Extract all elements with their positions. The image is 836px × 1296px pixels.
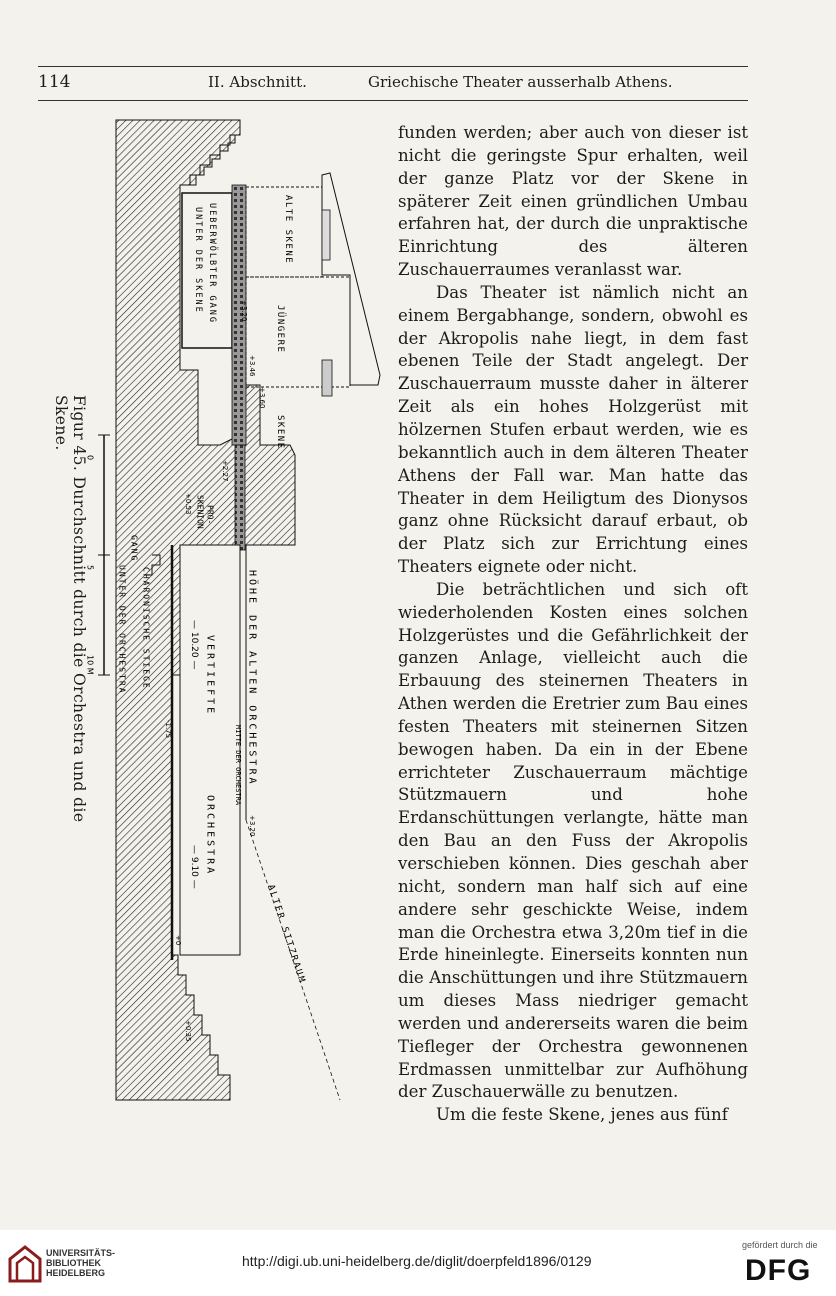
permalink[interactable]: http://digi.ub.uni-heidelberg.de/diglit/doerpfeld1896/0129 bbox=[242, 1253, 592, 1269]
funding-note: gefördert durch die bbox=[742, 1240, 818, 1250]
juengere-skene bbox=[246, 277, 350, 387]
header-rule-top bbox=[38, 66, 748, 67]
elevation-label: +3.20 bbox=[240, 300, 248, 322]
library-logo-icon bbox=[8, 1245, 42, 1283]
sitzraum-label: ALTER SITZRAUM bbox=[265, 883, 307, 986]
footer bbox=[0, 1230, 836, 1296]
elevation-label: +2.27 bbox=[221, 460, 229, 482]
column bbox=[322, 210, 330, 260]
alte-skene-label: ALTE SKENE bbox=[283, 195, 293, 265]
skene-label: SKENE bbox=[275, 415, 285, 450]
library-name: UNIVERSITÄTS- BIBLIOTHEK HEIDELBERG bbox=[46, 1248, 116, 1278]
elevation-label: +3.60 bbox=[258, 387, 266, 409]
section-title: II. Abschnitt. bbox=[208, 73, 307, 91]
juengere-label: JÜNGERE bbox=[275, 305, 285, 354]
roof bbox=[322, 173, 380, 385]
dimension-label: — 10.20 — bbox=[189, 620, 199, 670]
header-rule-bottom bbox=[38, 100, 748, 101]
column bbox=[322, 360, 332, 396]
paragraph: Um die feste Skene, jenes aus fünf bbox=[436, 1105, 728, 1125]
proskenion-label-a: PRO- bbox=[205, 505, 215, 525]
chapter-title: Griechische Theater ausserhalb Athens. bbox=[368, 73, 673, 91]
dfg-logo: DFG bbox=[745, 1254, 812, 1287]
scale-bar bbox=[86, 435, 111, 675]
stone-wall-lower bbox=[235, 445, 245, 550]
orchestra-label: ORCHESTRA bbox=[204, 795, 216, 877]
gang-label-a: GANG bbox=[129, 535, 139, 563]
figure-caption: Figur 45. Durchschnitt durch die Orchestra und die Skene. bbox=[52, 395, 88, 823]
proskenion-label-b: SKENION bbox=[195, 495, 205, 529]
dimension-label: — 9.10 — bbox=[189, 845, 199, 889]
paragraph: Das Theater ist nämlich nicht an einem Bergabhange, sondern, obwohl es der Akropolis nahe liegt, in dem fast ebenen Teile der Stadt angelegt. Der Zuschauerraum musste daher in älterer Zeit als ein hohes Holzgerüst mit hölzernen Stufen erbaut werden, wie es bekanntlich auch in dem älteren Theater Athens der Fall war. Man hatte das Theater in dem Heiligtum des Dionysos ganz ohne Rücksicht darauf erbaut, ob der Platz sich zur Errichtung eines Theaters eignete oder nicht. bbox=[398, 282, 748, 577]
passage-label-b: UNTER DER SKENE bbox=[193, 207, 203, 314]
body-text bbox=[398, 122, 748, 1127]
scale-tick: 5 bbox=[85, 565, 95, 571]
elevation-label: +3.20 bbox=[248, 815, 256, 837]
elevation-label: +0 bbox=[174, 935, 182, 946]
paragraph: Die beträchtlichen und sich oft wiederholenden Kosten eines solchen Holzgerüstes und die Gefährlichkeit der ganzen Anlage, vielleicht auch die Erbauung des steinernen Theaters in Athen werden die Eretrier zum Bau eines festen Theaters mit steinernen Sitzen bewogen haben. Da ein in der Ebene errichteter Zuschauerraum mächtige Stützmauern und hohe Erdanschüttungen verlangte, hätte man den Bau an den Fuss der Akropolis verschieben können. Dies geschah aber nicht, sondern man half sich auf eine andere sehr geschickte Weise, indem man die Orchestra etwa 3,20m tief in die Erde hineinlegte. Einerseits konnten nun die Anschüttungen und ihre Stützmauern um dieses Mass niedriger gemacht werden und andererseits waren die beim Tiefleger der Orchestra gewonnenen Erdmassen unmittelbar zur Aufhöhung der Zuschauerwälle zu benutzen. bbox=[398, 579, 748, 1102]
page-number: 114 bbox=[38, 72, 71, 92]
paragraph: funden werden; aber auch von dieser ist nicht die geringste Spur erhalten, weil der ganze Platz vor der Skene in späterer Zeit einen gründlichen Umbau erfahren hat, der durch die unpraktische Einrichtung des älteren Zuschauerraumes veranlasst war. bbox=[398, 123, 748, 280]
running-header bbox=[38, 72, 748, 96]
passage-label-a: UEBERWÖLBTER GANG bbox=[207, 203, 217, 324]
hoehe-label: HÖHE DER ALTEN ORCHESTRA bbox=[246, 570, 258, 787]
scale-tick: 0 bbox=[85, 455, 95, 461]
vertiefte-orchestra bbox=[180, 545, 240, 955]
elevation-label: -1.75 bbox=[164, 720, 172, 739]
gang-label-b: UNTER DER ORCHESTRA bbox=[117, 565, 127, 695]
scale-tick: 10 M bbox=[85, 655, 95, 675]
elevation-label: +0.53 bbox=[184, 493, 192, 515]
charonische-label: CHARONISCHE STIEGE bbox=[141, 567, 151, 690]
elevation-label: +3.46 bbox=[248, 355, 256, 377]
section-drawing bbox=[60, 115, 390, 1105]
vertiefte-label: VERTIEFTE bbox=[204, 635, 216, 717]
mitte-label: MITTE DER ORCHESTRA bbox=[234, 725, 242, 806]
elevation-label: +0.35 bbox=[184, 1020, 192, 1042]
